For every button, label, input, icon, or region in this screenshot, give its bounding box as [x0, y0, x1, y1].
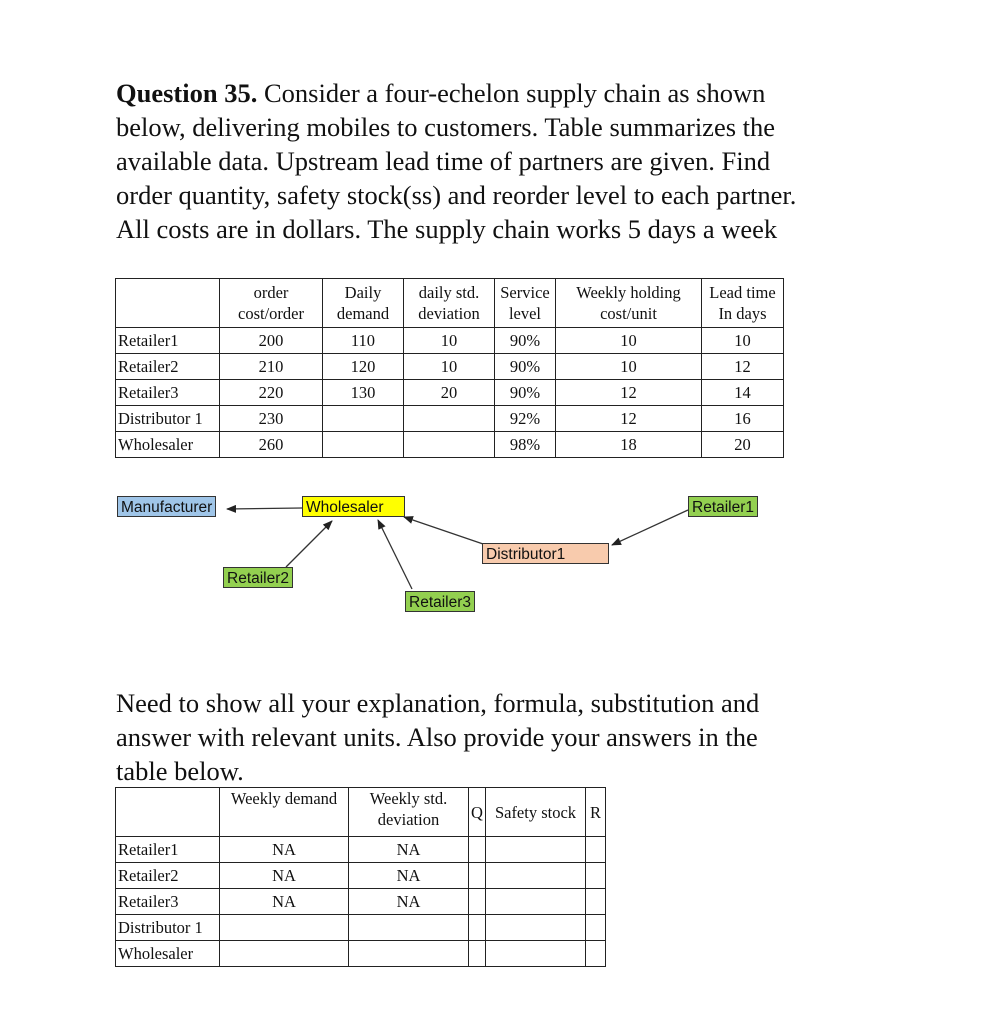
arrow-retailer3-to-wholesaler — [378, 520, 412, 589]
node-wholesaler: Wholesaler — [302, 496, 405, 517]
answer-header-empty — [116, 788, 220, 837]
header-service-level: Service level — [495, 279, 556, 328]
arrow-retailer2-to-wholesaler — [286, 521, 332, 567]
instructions-line-2: answer with relevant units. Also provide your answers in the — [116, 722, 758, 752]
header-order-cost: order cost/order — [220, 279, 323, 328]
question-line-1: Question 35. Consider a four-echelon supply chain as shown — [116, 78, 766, 108]
question-line-4: order quantity, safety stock(ss) and reorder level to each partner. — [116, 180, 797, 210]
node-retailer3: Retailer3 — [405, 591, 475, 612]
answer-table — [115, 787, 606, 967]
answer-header-weekly-std-deviation: Weekly std. deviation — [349, 788, 469, 837]
answer-header-r: R — [586, 788, 606, 837]
answer-row: Retailer2 NA NA — [116, 863, 606, 889]
header-daily-std-deviation: daily std. deviation — [404, 279, 495, 328]
node-retailer1: Retailer1 — [688, 496, 758, 517]
answer-table-header-row — [116, 788, 606, 837]
header-lead-time: Lead time In days — [702, 279, 784, 328]
instructions-line-1: Need to show all your explanation, formula, substitution and — [116, 688, 760, 718]
instructions-line-3: table below. — [116, 756, 244, 786]
instructions-text — [116, 686, 876, 788]
answer-row: Retailer1 NA NA — [116, 837, 606, 863]
header-daily-demand: Daily demand — [323, 279, 404, 328]
answer-header-safety-stock: Safety stock — [486, 788, 586, 837]
table-row: Distributor 1 230 92% 12 16 — [116, 406, 784, 432]
arrow-wholesaler-to-manufacturer — [227, 508, 302, 509]
question-line-3: available data. Upstream lead time of partners are given. Find — [116, 146, 771, 176]
node-retailer2: Retailer2 — [223, 567, 293, 588]
answer-row: Retailer3 NA NA — [116, 889, 606, 915]
header-weekly-holding-cost: Weekly holding cost/unit — [556, 279, 702, 328]
table-row: Retailer2 210 120 10 90% 10 12 — [116, 354, 784, 380]
answer-header-weekly-demand: Weekly demand — [220, 788, 349, 837]
question-line-5: All costs are in dollars. The supply chain works 5 days a week — [116, 214, 778, 244]
table-row: Wholesaler 260 98% 18 20 — [116, 432, 784, 458]
arrow-retailer1-to-distributor — [612, 510, 688, 545]
arrow-distributor-to-wholesaler — [404, 517, 486, 545]
question-line-2: below, delivering mobiles to customers. Table summarizes the — [116, 112, 776, 142]
question-heading: Question 35. — [116, 78, 258, 108]
node-distributor1: Distributor1 — [482, 543, 609, 564]
table-row: Retailer3 220 130 20 90% 12 14 — [116, 380, 784, 406]
answer-row: Wholesaler — [116, 941, 606, 967]
answer-header-q: Q — [469, 788, 486, 837]
node-manufacturer: Manufacturer — [117, 496, 216, 517]
table-row: Retailer1 200 110 10 90% 10 10 — [116, 328, 784, 354]
answer-row: Distributor 1 — [116, 915, 606, 941]
